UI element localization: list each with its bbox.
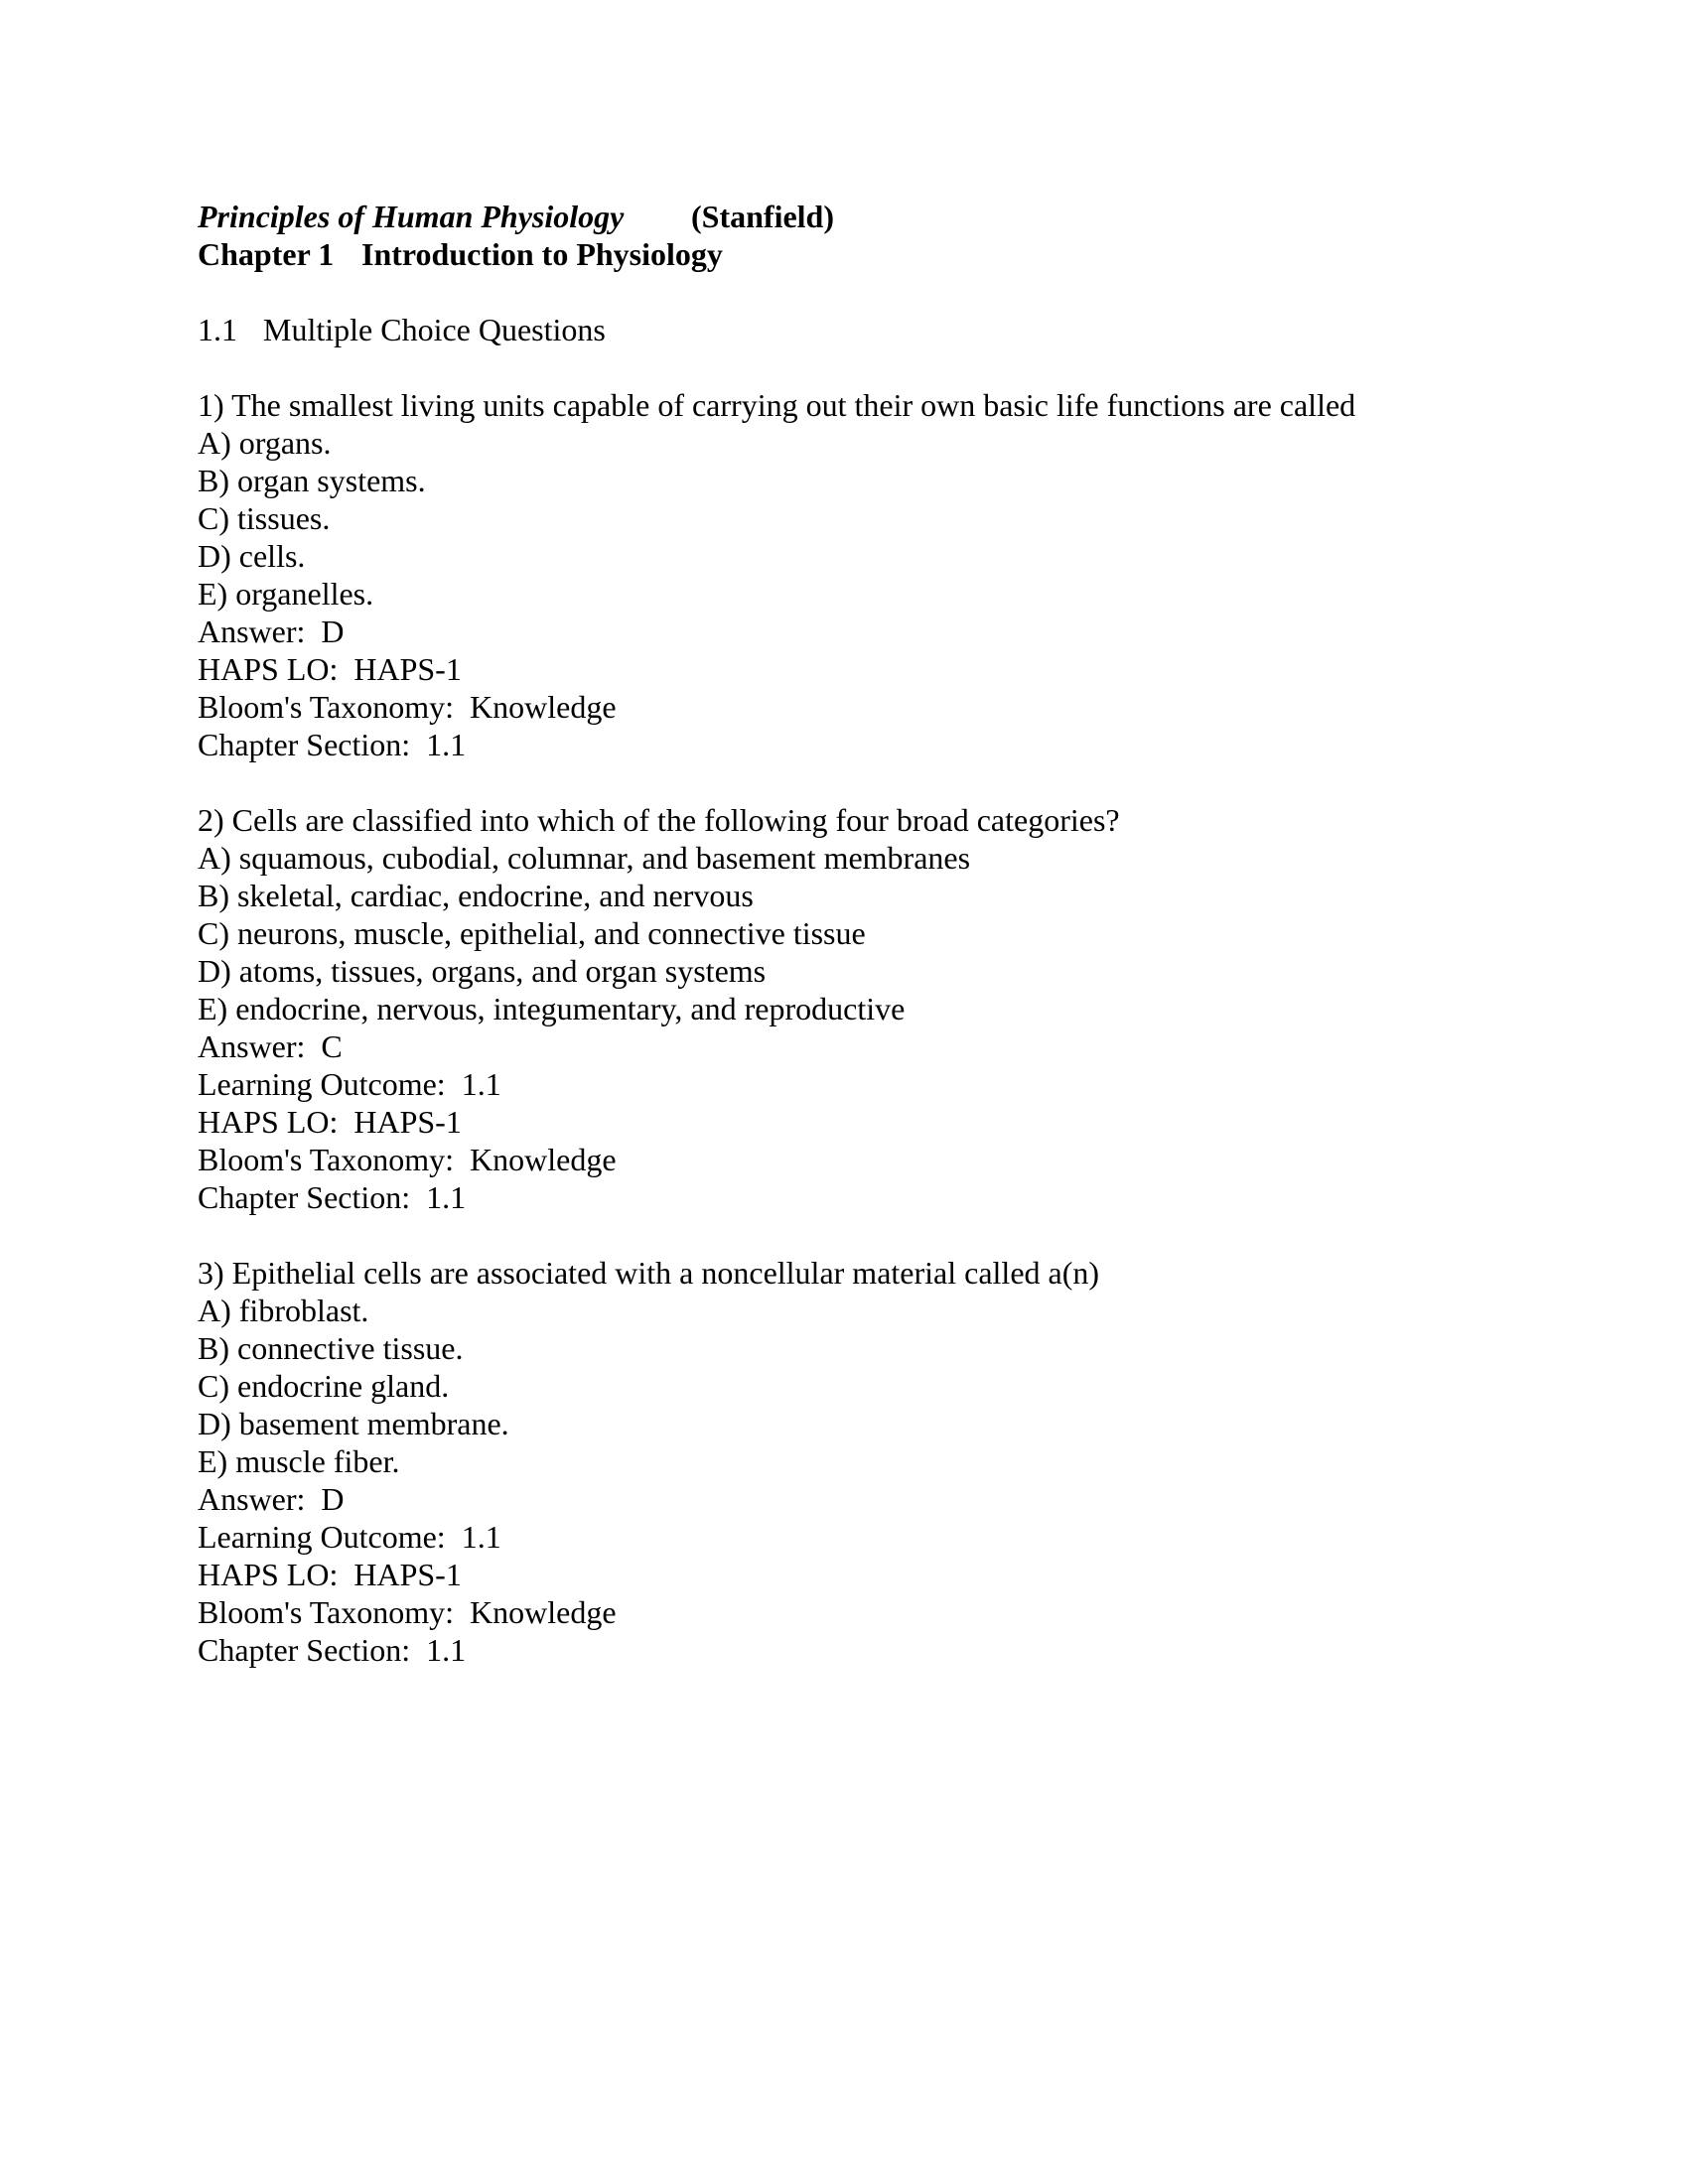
question-stem: 2) Cells are classified into which of the following four broad categories? — [198, 802, 1120, 838]
option: E) endocrine, nervous, integumentary, and reproductive — [198, 991, 906, 1026]
meta-line: HAPS LO: HAPS-1 — [198, 1104, 462, 1140]
book-header — [198, 198, 1355, 235]
option: C) neurons, muscle, epithelial, and connective tissue — [198, 915, 866, 951]
meta-line: Chapter Section: 1.1 — [198, 1632, 467, 1668]
meta-line: Bloom's Taxonomy: Knowledge — [198, 1594, 617, 1630]
answer: Answer: D — [198, 614, 345, 649]
meta-line: HAPS LO: HAPS-1 — [198, 1557, 462, 1592]
option: B) organ systems. — [198, 463, 426, 498]
option: D) cells. — [198, 538, 306, 574]
option: A) squamous, cubodial, columnar, and basement membranes — [198, 840, 971, 876]
question-stem: 3) Epithelial cells are associated with a noncellular material called a(n) — [198, 1255, 1100, 1291]
option: A) fibroblast. — [198, 1293, 369, 1328]
answer: Answer: D — [198, 1481, 345, 1517]
section-title: Multiple Choice Questions — [263, 312, 606, 347]
option: A) organs. — [198, 425, 332, 461]
document-page — [198, 198, 1355, 1669]
question-3 — [198, 1254, 1355, 1669]
option: B) skeletal, cardiac, endocrine, and nervous — [198, 878, 754, 913]
question-1 — [198, 386, 1355, 763]
meta-line: Bloom's Taxonomy: Knowledge — [198, 689, 617, 725]
chapter-title: Introduction to Physiology — [361, 236, 723, 272]
meta-line: HAPS LO: HAPS-1 — [198, 651, 462, 687]
section-heading — [198, 311, 1355, 348]
option: E) organelles. — [198, 576, 374, 612]
meta-line: Learning Outcome: 1.1 — [198, 1519, 501, 1555]
meta-line: Chapter Section: 1.1 — [198, 1179, 467, 1215]
question-2 — [198, 801, 1355, 1216]
answer: Answer: C — [198, 1028, 343, 1064]
question-stem: 1) The smallest living units capable of carrying out their own basic life functions are called — [198, 387, 1356, 423]
option: B) connective tissue. — [198, 1330, 464, 1366]
option: E) muscle fiber. — [198, 1443, 400, 1479]
book-title: Principles of Human Physiology — [198, 199, 625, 234]
chapter-heading — [198, 235, 1355, 273]
option: C) endocrine gland. — [198, 1368, 450, 1404]
option: D) basement membrane. — [198, 1406, 509, 1441]
meta-line: Bloom's Taxonomy: Knowledge — [198, 1142, 617, 1177]
meta-line: Chapter Section: 1.1 — [198, 727, 467, 762]
option: D) atoms, tissues, organs, and organ systems — [198, 953, 767, 989]
section-number: 1.1 — [198, 312, 237, 347]
meta-line: Learning Outcome: 1.1 — [198, 1066, 501, 1102]
chapter-number: Chapter 1 — [198, 236, 335, 272]
option: C) tissues. — [198, 500, 331, 536]
book-author: (Stanfield) — [691, 199, 834, 234]
